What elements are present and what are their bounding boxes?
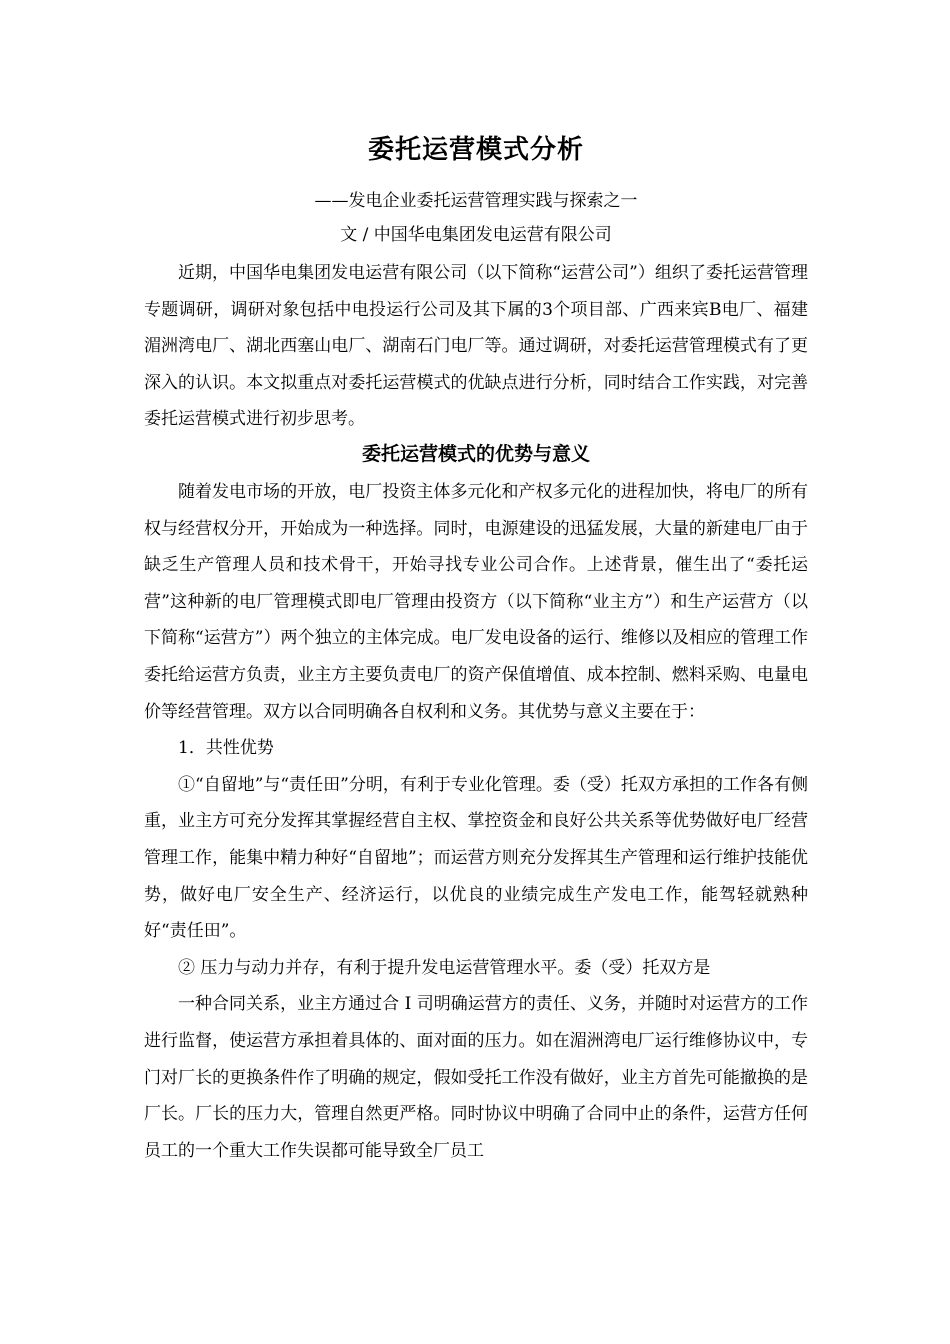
page-title: 委托运营模式分析: [367, 135, 584, 165]
intro-paragraph: 近期，中国华电集团发电运营有限公司（以下简称“运营公司”）组织了委托运营管理专题调研，调研对象包括中电投运行公司及其下属的3个项目部、广西来宾B电厂、福建湄洲湾电厂、湖北西塞山电厂、湖南石门电厂等。通过调研，对委托运营管理模式有了更深入的认识。本文拟重点对委托运营模式的优缺点进行分析，同时结合工作实践，对完善委托运营模式进行初步思考。: [144, 263, 808, 430]
intro-block: [144, 255, 808, 438]
section-body: [144, 474, 808, 1169]
paragraph: 随着发电市场的开放，电厂投资主体多元化和产权多元化的进程加快，将电厂的所有权与经营权分开，开始成为一种选择。同时，电源建设的迅猛发展，大量的新建电厂由于缺乏生产管理人员和技术骨干，开始寻找专业公司合作。上述背景，催生出了“委托运营”这种新的电厂管理模式即电厂管理由投资方（以下简称“业主方”）和生产运营方（以下简称“运营方”）两个独立的主体完成。电厂发电设备的运行、维修以及相应的管理工作委托给运营方负责，业主方主要负责电厂的资产保值增值、成本控制、燃料采购、电量电价等经营管理。双方以合同明确各自权利和义务。其优势与意义主要在于：: [144, 482, 808, 722]
paragraph-point-2-continued: 一种合同关系，业主方通过合 I 司明确运营方的责任、义务，并随时对运营方的工作进行监督，使运营方承担着具体的、面对面的压力。如在湄洲湾电厂运行维修协议中，专门对厂长的更换条件作了明确的规定，假如受托工作没有做好，业主方首先可能撤换的是厂长。厂长的压力大，管理自然更严格。同时协议中明确了合同中止的条件，运营方任何员工的一个重大工作失误都可能导致全厂员工: [144, 994, 808, 1161]
list-label: 1．共性优势: [178, 738, 274, 759]
subtitle: ——发电企业委托运营管理实践与探索之一: [314, 191, 638, 211]
author-line: 文 / 中国华电集团发电运营有限公司: [340, 225, 612, 245]
paragraph-point-1: ①“自留地”与“责任田”分明，有利于专业化管理。委（受）托双方承担的工作各有侧重，业主方可充分发挥其掌握经营自主权、掌控资金和良好公共关系等优势做好电厂经营管理工作，能集中精力种好“自留地”；而运营方则充分发挥其生产管理和运行维护技能优势，做好电厂安全生产、经济运行，以优良的业绩完成生产发电工作，能驾轻就熟种好“责任田”。: [144, 774, 808, 942]
paragraph-point-2: ② 压力与动力并存，有利于提升发电运营管理水平。委（受）托双方是: [178, 957, 711, 978]
section-heading: 委托运营模式的优势与意义: [361, 443, 590, 465]
